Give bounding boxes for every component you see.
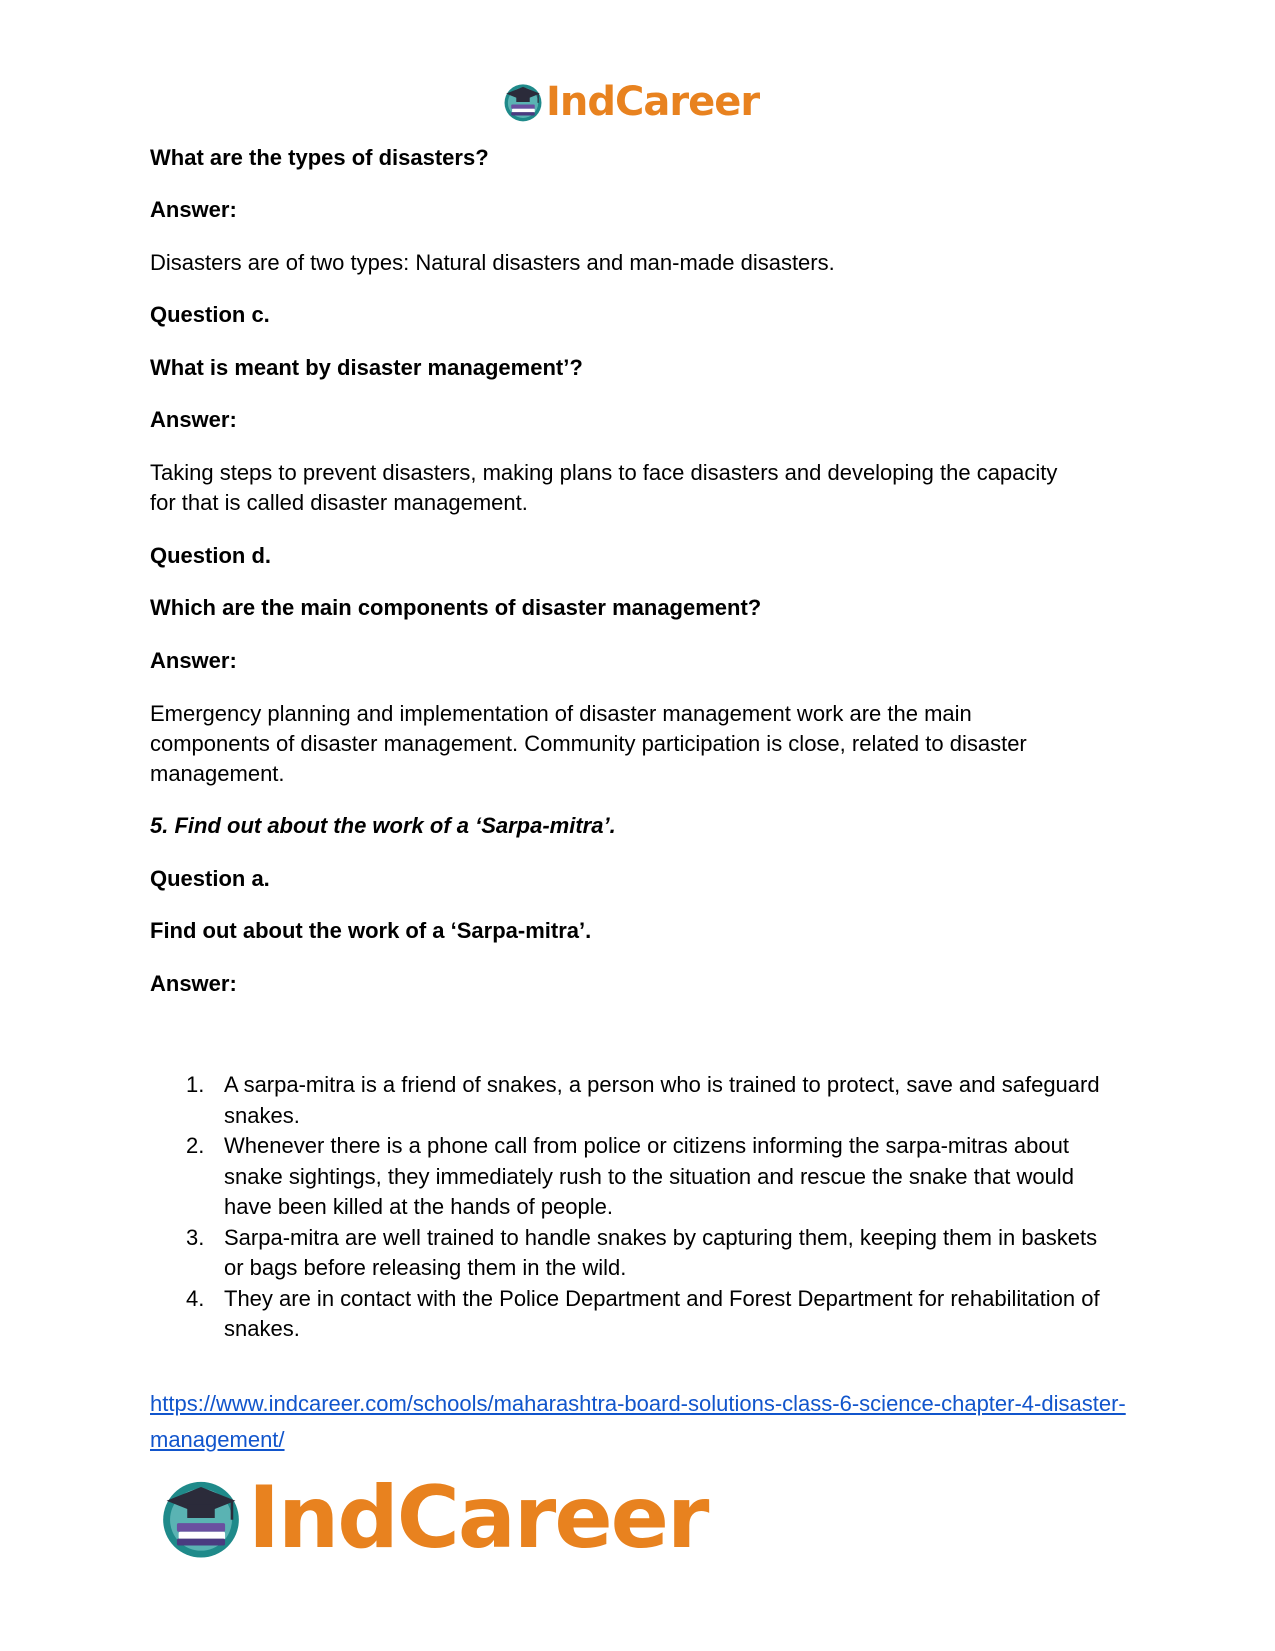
question-c-text: What is meant by disaster management’? (150, 355, 583, 380)
list-number: 4. (186, 1285, 205, 1311)
question-a-text: Find out about the work of a ‘Sarpa-mitra’. (150, 918, 592, 943)
brand-name: IndCareer (546, 79, 760, 125)
question-c-label: Question c. (150, 302, 270, 327)
header-logo (502, 80, 759, 124)
graduation-cap-books-globe-icon (158, 1475, 244, 1561)
answer-text-line: for that is called disaster management. (150, 490, 528, 515)
answer-text-line: management. (150, 761, 285, 786)
list-item (186, 1131, 1116, 1223)
list-item (186, 1284, 1116, 1345)
answer-label: Answer: (150, 648, 237, 673)
list-text: Sarpa-mitra are well trained to handle snakes by capturing them, keeping them in baskets or bags before releasing them in the wild. (224, 1224, 1098, 1280)
list-item (186, 1223, 1116, 1284)
answer-text: Disasters are of two types: Natural disasters and man-made disasters. (150, 250, 835, 275)
question-a-label: Question a. (150, 866, 270, 891)
list-text: They are in contact with the Police Department and Forest Department for rehabilitation of snakes. (224, 1285, 1100, 1341)
question-b-text: What are the types of disasters? (150, 145, 489, 170)
answer-label: Answer: (150, 971, 237, 996)
answer-list (186, 1070, 1116, 1345)
list-item (186, 1070, 1116, 1131)
section-heading: 5. Find out about the work of a ‘Sarpa-mitra’. (150, 813, 616, 838)
list-text: A sarpa-mitra is a friend of snakes, a person who is trained to protect, save and safeguard snakes. (224, 1072, 1100, 1128)
footer-logo (158, 1470, 707, 1566)
answer-text-line: Emergency planning and implementation of disaster management work are the main (150, 701, 972, 726)
answer-label: Answer: (150, 197, 237, 222)
answer-text-line: Taking steps to prevent disasters, making plans to face disasters and developing the capacity (150, 460, 1058, 485)
list-number: 3. (186, 1224, 205, 1250)
list-number: 2. (186, 1133, 205, 1158)
brand-name: IndCareer (248, 1468, 708, 1568)
list-number: 1. (186, 1072, 205, 1097)
graduation-cap-books-globe-icon (502, 81, 544, 123)
answer-text-line: components of disaster management. Community participation is close, related to disaster (150, 731, 1027, 756)
list-text: Whenever there is a phone call from police or citizens informing the sarpa-mitras about snake sightings, they immediately rush to the situation and rescue the snake that would have been killed at the hands of people. (224, 1133, 1074, 1219)
source-link[interactable]: https://www.indcareer.com/schools/maharashtra-board-solutions-class-6-science-chapter-4-disaster-management/ (150, 1391, 1126, 1452)
question-d-text: Which are the main components of disaster management? (150, 595, 762, 620)
answer-label: Answer: (150, 407, 237, 432)
question-d-label: Question d. (150, 543, 271, 568)
